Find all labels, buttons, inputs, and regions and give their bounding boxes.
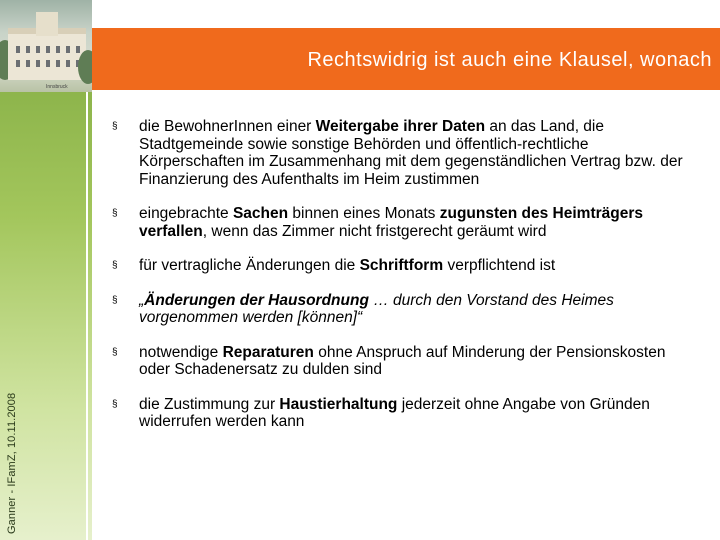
list-item <box>112 118 692 188</box>
bullet-text: notwendige <box>139 343 223 361</box>
bullet-marker: § <box>112 294 118 306</box>
bullet-quote-text: … durch den Vorstand des Heimes vorgenommen werden [können]“ <box>139 291 614 326</box>
building-window <box>56 46 60 53</box>
bullet-text: eingebrachte <box>139 205 233 222</box>
bullet-emphasis: Weitergabe ihrer Daten <box>315 118 486 135</box>
bullet-text: binnen eines Monats <box>288 205 440 222</box>
list-item <box>112 205 692 240</box>
bullet-marker: § <box>112 260 118 271</box>
title-bar-underline <box>92 90 720 92</box>
bullet-quote-text: „ <box>139 291 145 309</box>
bullet-list <box>112 118 692 448</box>
building-window <box>26 46 30 53</box>
bullet-text: an das Land, die Stadtgemeinde sowie sonstige Behörden und öffentlich-rechtliche Körperschaften im Zusammenhang mit dem gegenständlichen Vertrag bzw. der Finanzierung des Aufenthalts im Heim zustimmen <box>139 118 683 188</box>
bullet-text: ohne Anspruch auf Minderung der Pensionskosten oder Schadenersatz zu dulden sind <box>139 343 666 378</box>
bullet-text: für vertragliche Änderungen die <box>139 257 360 274</box>
bullet-emphasis: Sachen <box>232 205 289 222</box>
building-photo <box>0 0 92 92</box>
bullet-text: verpflichtend ist <box>443 257 556 274</box>
bullet-text: , wenn das Zimmer nicht fristgerecht geräumt wird <box>202 222 547 240</box>
list-item <box>112 344 692 379</box>
building-window <box>36 60 40 67</box>
building-tower-shape <box>36 12 58 36</box>
building-window <box>76 46 80 53</box>
bullet-marker: § <box>112 208 118 219</box>
building-window <box>56 60 60 67</box>
bullet-emphasis <box>144 292 369 309</box>
building-window <box>66 60 70 67</box>
page-title: Rechtswidrig ist auch eine Klausel, wonach <box>307 49 712 71</box>
bullet-marker: § <box>112 346 118 358</box>
tree-shape <box>78 50 92 84</box>
list-item <box>112 257 692 275</box>
building-window <box>46 60 50 67</box>
bullet-emphasis: Haustierhaltung <box>279 395 398 413</box>
list-item <box>112 396 692 431</box>
building-window <box>46 46 50 53</box>
building-window <box>26 60 30 67</box>
building-window <box>16 46 20 53</box>
footer-author-date: Ganner - IFamZ, 10.11.2008 <box>6 392 18 534</box>
title-bar <box>92 28 720 90</box>
bullet-marker: § <box>112 398 118 410</box>
photo-caption: Innsbruck <box>46 84 68 90</box>
bullet-marker: § <box>112 121 118 132</box>
bullet-text: jederzeit ohne Angabe von Gründen widerrufen werden kann <box>139 395 650 430</box>
bullet-emphasis: Reparaturen <box>222 343 314 361</box>
building-window <box>16 60 20 67</box>
bullet-emphasis: zugunsten des Heimträgers verfallen <box>139 205 644 240</box>
list-item <box>112 292 692 327</box>
building-window <box>66 46 70 53</box>
bullet-emphasis: Schriftform <box>359 257 444 274</box>
bullet-text: die Zustimmung zur <box>139 395 280 413</box>
bullet-text: die BewohnerInnen einer <box>139 118 316 135</box>
building-window <box>36 46 40 53</box>
bullet-quote-emphasis: Änderungen der Hausordnung <box>144 291 369 309</box>
